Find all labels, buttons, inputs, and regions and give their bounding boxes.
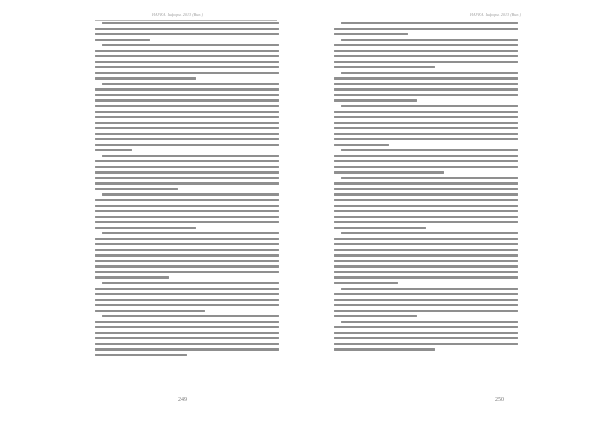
paragraph <box>334 72 518 102</box>
text-line <box>334 249 518 251</box>
paragraph <box>95 83 279 152</box>
text-line <box>95 138 279 140</box>
paragraph <box>95 44 279 79</box>
text-line <box>334 160 518 162</box>
text-line <box>334 61 518 63</box>
text-line <box>95 354 187 356</box>
paragraph <box>95 232 279 278</box>
text-line <box>95 216 279 218</box>
text-line <box>334 271 518 273</box>
page-number: 250 <box>495 397 504 403</box>
text-line <box>95 276 169 278</box>
text-line <box>95 111 279 113</box>
text-line <box>95 293 279 295</box>
paragraph <box>334 39 518 69</box>
text-line <box>334 77 518 79</box>
text-line <box>334 205 518 207</box>
paragraph <box>95 193 279 228</box>
running-header: НАУКА. Інформ. 2013 (Вип.) <box>470 12 522 17</box>
text-line <box>334 83 518 85</box>
text-line <box>95 105 279 107</box>
text-line <box>95 55 279 57</box>
text-line <box>334 193 518 195</box>
text-line <box>95 271 279 273</box>
text-line <box>341 105 518 107</box>
text-line <box>334 111 518 113</box>
text-line <box>334 44 518 46</box>
text-line <box>334 243 518 245</box>
text-line <box>334 343 518 345</box>
paragraph <box>334 321 518 351</box>
paragraph <box>95 22 279 41</box>
text-line <box>334 182 518 184</box>
text-line <box>95 221 279 223</box>
text-line <box>341 177 518 179</box>
text-line <box>95 326 279 328</box>
text-line <box>334 199 518 201</box>
text-line <box>95 171 279 173</box>
text-line <box>95 299 279 301</box>
text-line <box>95 343 279 345</box>
text-line <box>334 122 518 124</box>
text-line <box>334 221 518 223</box>
text-line <box>95 288 279 290</box>
paragraph <box>95 282 279 312</box>
text-line <box>334 155 518 157</box>
text-line <box>95 99 279 101</box>
text-line <box>95 265 279 267</box>
text-line <box>95 321 279 323</box>
text-line <box>341 232 518 234</box>
text-line <box>95 94 279 96</box>
text-line <box>334 116 518 118</box>
text-line <box>334 260 518 262</box>
text-line <box>95 210 279 212</box>
text-line <box>334 238 518 240</box>
text-line <box>334 227 426 229</box>
text-line <box>95 337 279 339</box>
paragraph <box>334 149 518 173</box>
text-line <box>341 39 518 41</box>
text-line <box>334 171 444 173</box>
text-line <box>334 315 417 317</box>
text-line <box>102 315 279 317</box>
text-line <box>334 144 389 146</box>
text-line <box>334 99 417 101</box>
text-line <box>102 83 279 85</box>
text-line <box>95 144 279 146</box>
text-line <box>95 122 279 124</box>
text-line <box>95 116 279 118</box>
text-line <box>95 61 279 63</box>
text-line <box>341 288 518 290</box>
text-line <box>95 72 279 74</box>
paragraph <box>334 22 518 35</box>
text-line <box>95 205 279 207</box>
text-line <box>334 133 518 135</box>
text-line <box>95 133 279 135</box>
text-line <box>334 282 398 284</box>
text-line <box>102 22 279 24</box>
text-line <box>334 33 408 35</box>
text-line <box>102 155 279 157</box>
right-page <box>300 0 600 424</box>
text-line <box>95 254 279 256</box>
text-line <box>95 28 279 30</box>
text-line <box>95 199 279 201</box>
text-line <box>102 282 279 284</box>
body-text <box>95 22 279 359</box>
text-line <box>334 138 518 140</box>
text-line <box>95 188 178 190</box>
text-line <box>95 88 279 90</box>
paragraph <box>95 315 279 356</box>
text-line <box>95 348 279 350</box>
text-line <box>95 66 279 68</box>
text-line <box>334 88 518 90</box>
text-line <box>95 310 205 312</box>
text-line <box>95 50 279 52</box>
text-line <box>334 188 518 190</box>
text-line <box>334 166 518 168</box>
text-line <box>95 243 279 245</box>
text-line <box>334 66 435 68</box>
text-line <box>334 310 518 312</box>
text-line <box>95 77 196 79</box>
text-line <box>334 326 518 328</box>
text-line <box>334 348 435 350</box>
text-line <box>95 332 279 334</box>
text-line <box>334 210 518 212</box>
text-line <box>334 304 518 306</box>
text-line <box>95 39 150 41</box>
text-line <box>102 44 279 46</box>
page-number: 249 <box>178 397 187 403</box>
text-line <box>95 177 279 179</box>
text-line <box>95 238 279 240</box>
text-line <box>95 127 279 129</box>
text-line <box>102 193 279 195</box>
text-line <box>95 160 279 162</box>
text-line <box>334 299 518 301</box>
body-text <box>334 22 518 354</box>
paragraph <box>95 155 279 190</box>
text-line <box>334 127 518 129</box>
text-line <box>95 304 279 306</box>
text-line <box>341 321 518 323</box>
paragraph <box>334 288 518 318</box>
text-line <box>102 232 279 234</box>
text-line <box>95 249 279 251</box>
text-line <box>334 337 518 339</box>
text-line <box>334 50 518 52</box>
text-line <box>95 166 279 168</box>
text-line <box>334 276 518 278</box>
text-line <box>334 28 518 30</box>
text-line <box>334 94 518 96</box>
paragraph <box>334 232 518 284</box>
paragraph <box>334 177 518 229</box>
text-line <box>334 254 518 256</box>
text-line <box>334 55 518 57</box>
text-line <box>334 332 518 334</box>
text-line <box>95 260 279 262</box>
running-header: НАУКА. Інформ. 2013 (Вип.) <box>152 12 204 17</box>
header-rule <box>95 20 277 21</box>
text-line <box>334 293 518 295</box>
text-line <box>341 149 518 151</box>
text-line <box>334 216 518 218</box>
text-line <box>95 182 279 184</box>
text-line <box>95 33 279 35</box>
paragraph <box>334 105 518 146</box>
text-line <box>95 227 196 229</box>
text-line <box>95 149 132 151</box>
text-line <box>341 22 518 24</box>
text-line <box>334 265 518 267</box>
text-line <box>341 72 518 74</box>
